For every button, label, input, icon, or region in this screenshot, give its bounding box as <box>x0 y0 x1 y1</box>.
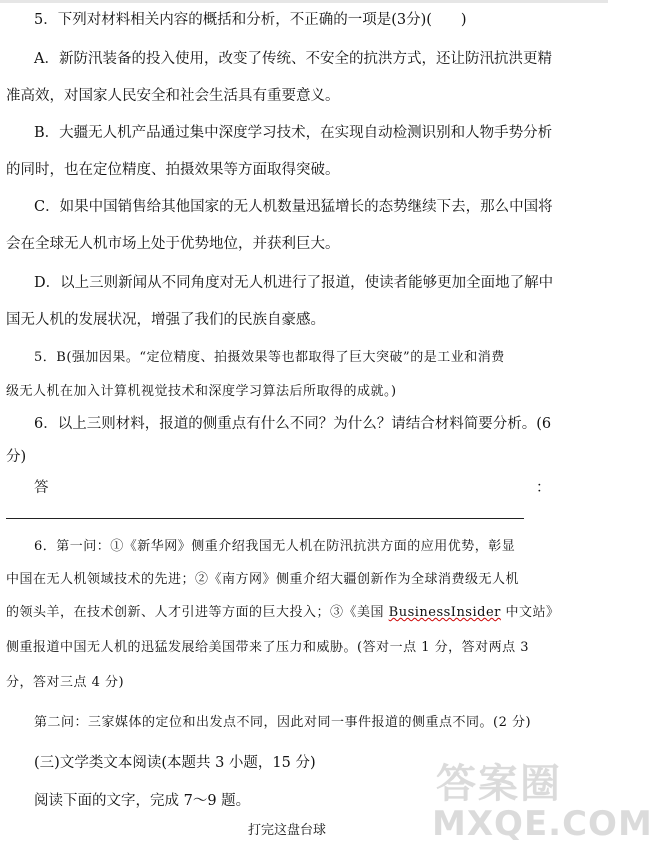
answer-label: 答 <box>34 480 49 496</box>
watermark-logo <box>428 752 653 844</box>
answer-blank-line[interactable] <box>6 518 524 519</box>
answer-6-line1: 6．第一问：①《新华网》侧重介绍我国无人机在防汛抗洪方面的应用优势，彰显 <box>34 539 516 554</box>
question-6-stem-line1: 6．以上三则材料，报道的侧重点有什么不同？为什么？请结合材料简要分析。(6 <box>34 416 552 432</box>
question-5-option-b-line2: 的同时，也在定位精度、拍摄效果等方面取得突破。 <box>6 162 340 178</box>
question-5-option-a-line1: A．新防汛装备的投入使用，改变了传统、不安全的抗洪方式，还让防汛抗洪更精 <box>34 51 552 67</box>
answer-6-part2: 第二问：三家媒体的定位和出发点不同，因此对同一事件报道的侧重点不同。(2 分) <box>34 715 532 730</box>
watermark-top-text: 答案圈 <box>436 761 562 807</box>
answer-6-line3 <box>6 596 560 630</box>
answer-colon: ： <box>536 480 551 496</box>
question-5-option-b-line1: B．大疆无人机产品通过集中深度学习技术，在实现自动检测识别和人物手势分析 <box>34 125 553 141</box>
brand-businessinsider: BusinessInsider <box>388 605 501 620</box>
question-5-option-d-line2: 国无人机的发展状况，增强了我们的民族自豪感。 <box>6 312 325 328</box>
question-5-option-c-line1: C．如果中国销售给其他国家的无人机数量迅猛增长的态势继续下去，那么中国将 <box>34 199 553 215</box>
section-3-instruction: 阅读下面的文字，完成 7～9 题。 <box>34 793 251 809</box>
answer-5-line1: 5．B(强加因果。“定位精度、拍摄效果等也都取得了巨大突破”的是工业和消费 <box>34 350 505 365</box>
passage-title: 打完这盘台球 <box>248 823 327 838</box>
answer-6-line3-start: 的领头羊，在技术创新、人才引进等方面的巨大投入；③《美国 <box>6 605 389 620</box>
answer-6-line5: 分，答对三点 4 分) <box>6 675 125 690</box>
answer-5-line2: 级无人机在加入计算机视觉技术和深度学习算法后所取得的成就。) <box>6 384 397 399</box>
question-5-stem: 5．下列对材料相关内容的概括和分析，不正确的一项是(3分)( ) <box>34 12 467 28</box>
watermark-bottom-text: MXQE.COM <box>432 804 653 844</box>
answer-6-line4: 侧重报道中国无人机的迅猛发展给美国带来了压力和威胁。(答对一点 1 分，答对两点 3 <box>6 640 530 655</box>
question-6-stem-line2: 分) <box>6 449 27 465</box>
question-5-option-a-line2: 准高效，对国家人民安全和社会生活具有重要意义。 <box>6 88 340 104</box>
question-5-option-d-line1: D．以上三则新闻从不同角度对无人机进行了报道，使读者能够更加全面地了解中 <box>34 275 554 291</box>
answer-6-line3-end: 中文站》 <box>500 605 560 620</box>
question-5-option-c-line2: 会在全球无人机市场上处于优势地位，并获利巨大。 <box>6 236 340 252</box>
answer-6-line2: 中国在无人机领域技术的先进；②《南方网》侧重介绍大疆创新作为全球消费级无人机 <box>6 572 520 587</box>
section-3-heading: (三)文学类文本阅读(本题共 3 小题，15 分) <box>34 755 316 771</box>
